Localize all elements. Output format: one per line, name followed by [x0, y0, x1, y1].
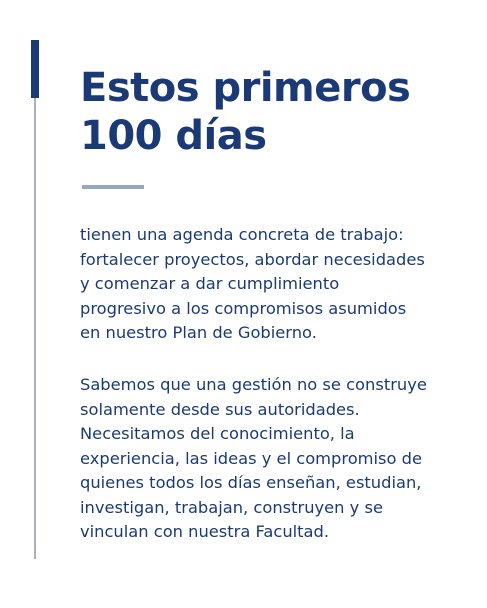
paragraph-1-line: en nuestro Plan de Gobierno. [80, 323, 317, 342]
page-title [80, 64, 460, 160]
vertical-rule-thin [34, 98, 36, 559]
paragraph-2-line: solamente desde sus autoridades. [80, 399, 360, 419]
paragraph-2-line: investigan, trabajan, construyen y se [80, 497, 383, 517]
paragraph-1-line: tienen una agenda concreta de trabajo: [80, 225, 404, 244]
paragraph-2-line: experiencia, las ideas y el compromiso de [80, 448, 423, 468]
paragraph-2-line: Necesitamos del conocimiento, la [80, 424, 355, 443]
vertical-rule-thick [31, 40, 39, 98]
paragraph-2-line: vinculan con nuestra Facultad. [80, 522, 330, 541]
paragraph-1 [80, 223, 480, 346]
title-line-1: Estos primeros [80, 65, 411, 111]
paragraph-1-line: progresivo a los compromisos asumidos [80, 298, 407, 318]
paragraph-2-line: quienes todos los días enseñan, estudian, [80, 473, 422, 492]
title-underline-accent [82, 185, 144, 189]
title-line-2: 100 días [80, 113, 267, 159]
paragraph-2-line: Sabemos que una gestión no se construye [80, 375, 427, 394]
paragraph-2 [80, 373, 480, 545]
paragraph-1-line: fortalecer proyectos, abordar necesidades [80, 249, 425, 269]
paragraph-1-line: y comenzar a dar cumplimiento [80, 274, 340, 293]
